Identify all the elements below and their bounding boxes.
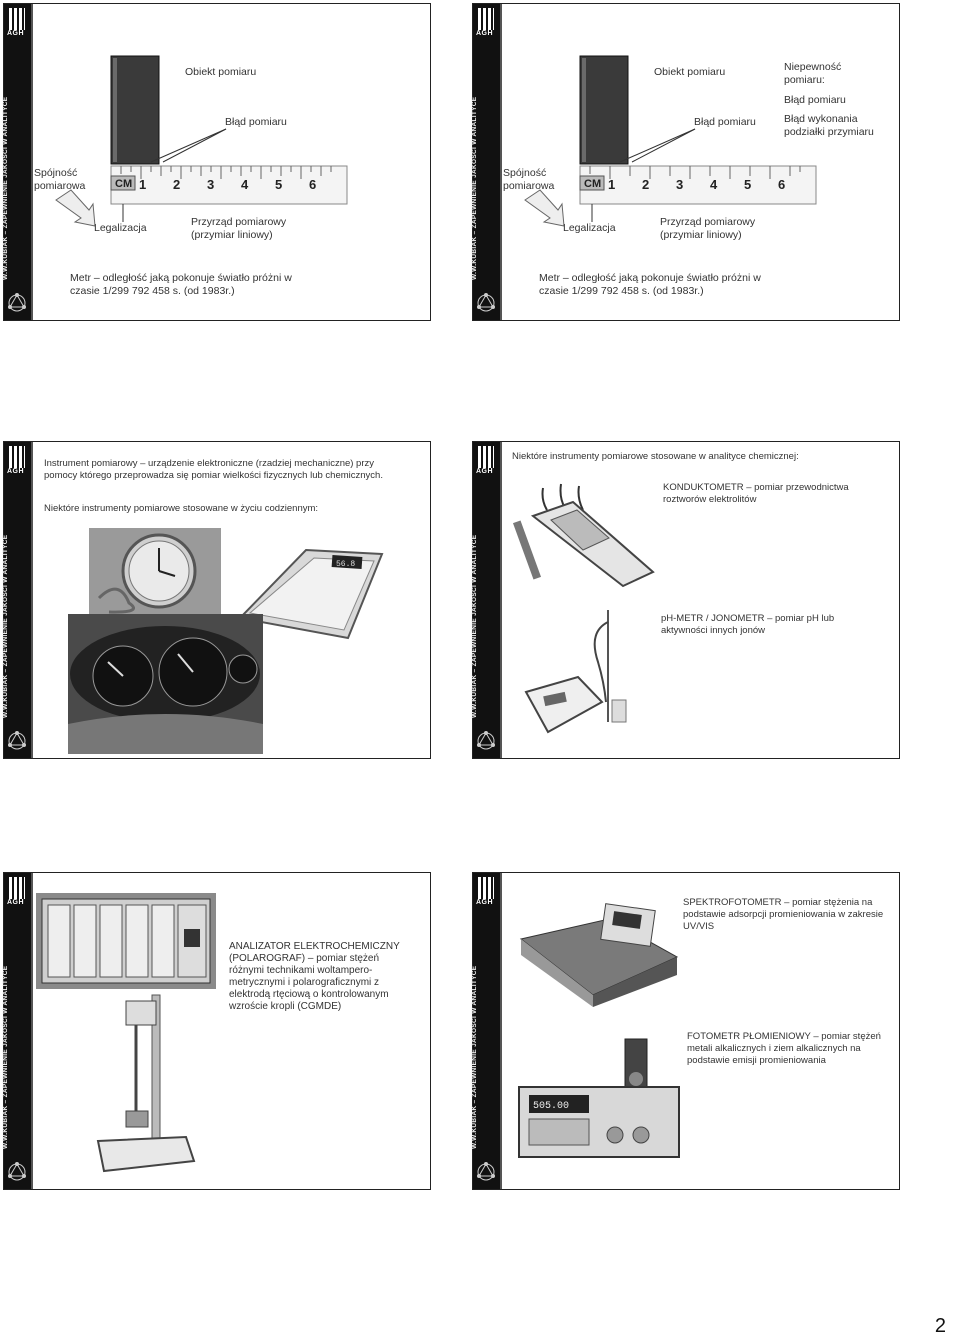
traceability-label: Spójność pomiarowa bbox=[34, 167, 86, 192]
photometer-display: 505.00 bbox=[533, 1101, 570, 1112]
ruler-unit: CM bbox=[115, 178, 133, 190]
ruler-tick-label: 2 bbox=[173, 177, 181, 192]
slide-sidebar bbox=[473, 442, 502, 758]
polarograph-caption: ANALIZATOR ELEKTROCHEMICZNY (POLAROGRAF) – pomiar stężeń różnymi technikami woltampero-metrycznymi i polarograficznymi z elektrodą rtęciową o kontrolowanym wzroście kropli (CGMDE) bbox=[229, 941, 400, 1012]
error-label: Błąd pomiaru bbox=[694, 116, 756, 128]
slide-4 bbox=[472, 441, 900, 759]
ruler-tick-label: 6 bbox=[778, 177, 786, 192]
uncertainty-heading: Niepewność pomiaru: bbox=[784, 61, 842, 86]
ph-meter-photo bbox=[518, 602, 658, 737]
traceability-label: Spójność pomiarowa bbox=[503, 167, 555, 192]
agh-logo: AGH bbox=[7, 877, 27, 911]
metre-definition: Metr – odległość jaką pokonuje światło próżni w czasie 1/299 792 458 s. (od 1983r.) bbox=[70, 272, 292, 297]
atom-emblem-icon bbox=[7, 1161, 27, 1183]
ph-meter-caption: pH-METR / JONOMETR – pomiar pH lub aktywności innych jonów bbox=[661, 613, 835, 636]
slide-sidebar bbox=[473, 4, 502, 320]
car-dashboard-photo bbox=[68, 614, 263, 754]
instrument-label: Przyrząd pomiarowy (przymiar liniowy) bbox=[660, 216, 756, 241]
spectrophotometer-caption: SPEKTROFOTOMETR – pomiar stężenia na podstawie adsorpcji promieniowania w zakresie UV/VIS bbox=[683, 897, 884, 932]
atom-emblem-icon bbox=[476, 292, 496, 314]
ruler-unit: CM bbox=[584, 178, 602, 190]
slide-5 bbox=[3, 872, 431, 1190]
legalization-label: Legalizacja bbox=[94, 222, 147, 234]
pocket-watch-photo bbox=[89, 528, 221, 614]
electrochemical-analyzer-photo bbox=[36, 893, 216, 989]
electrode-stand-photo bbox=[96, 991, 196, 1181]
slide-sidebar bbox=[4, 442, 33, 758]
sidebar-vertical-text: W.W.KUBIAK – ZAPEWNIENIE JAKOŚCI W ANALITYCE bbox=[471, 96, 478, 280]
slide-1 bbox=[3, 3, 431, 321]
ruler-tick-label: 4 bbox=[710, 177, 718, 192]
instrument-label: Przyrząd pomiarowy (przymiar liniowy) bbox=[191, 216, 287, 241]
object-label: Obiekt pomiaru bbox=[185, 66, 257, 78]
instrument-definition: Instrument pomiarowy – urządzenie elektroniczne (rzadziej mechaniczne) przy pomocy którego przeprowadza się pomiar wielkości fizycznych lub chemicznych. bbox=[44, 458, 383, 481]
ruler-tick-label: 6 bbox=[309, 177, 317, 192]
slide-2 bbox=[472, 3, 900, 321]
sidebar-vertical-text: W.W.KUBIAK – ZAPEWNIENIE JAKOŚCI W ANALITYCE bbox=[2, 534, 9, 718]
scale-display: 56.8 bbox=[336, 560, 356, 569]
ruler-tick-label: 3 bbox=[676, 177, 684, 192]
sidebar-vertical-text: W.W.KUBIAK – ZAPEWNIENIE JAKOŚCI W ANALITYCE bbox=[2, 965, 9, 1149]
flame-photometer-caption: FOTOMETR PŁOMIENIOWY – pomiar stężeń metali alkalicznych i ziem alkalicznych na podstawie emisji promieniowania bbox=[687, 1031, 881, 1066]
metre-definition: Metr – odległość jaką pokonuje światło próżni w czasie 1/299 792 458 s. (od 1983r.) bbox=[539, 272, 761, 297]
agh-logo: AGH bbox=[476, 8, 496, 42]
uncertainty-scale-item: Błąd wykonania podziałki przymiaru bbox=[784, 113, 874, 138]
slide-sidebar bbox=[4, 4, 33, 320]
agh-logo: AGH bbox=[7, 8, 27, 42]
sidebar-vertical-text: W.W.KUBIAK – ZAPEWNIENIE JAKOŚCI W ANALITYCE bbox=[2, 96, 9, 280]
ruler-tick-label: 1 bbox=[139, 177, 147, 192]
ruler-tick-label: 5 bbox=[275, 177, 283, 192]
error-label: Błąd pomiaru bbox=[225, 116, 287, 128]
atom-emblem-icon bbox=[7, 292, 27, 314]
slide-sidebar bbox=[4, 873, 33, 1189]
analytical-instruments-heading: Niektóre instrumenty pomiarowe stosowane w analityce chemicznej: bbox=[512, 451, 799, 462]
atom-emblem-icon bbox=[7, 730, 27, 752]
spectrophotometer-photo bbox=[513, 899, 683, 1009]
ruler-tick-label: 2 bbox=[642, 177, 650, 192]
ruler-tick-label: 4 bbox=[241, 177, 249, 192]
ruler-tick-label: 5 bbox=[744, 177, 752, 192]
ruler-tick-label: 3 bbox=[207, 177, 215, 192]
conductometer-caption: KONDUKTOMETR – pomiar przewodnictwa roztworów elektrolitów bbox=[663, 482, 849, 505]
object-label: Obiekt pomiaru bbox=[654, 66, 726, 78]
everyday-instruments-heading: Niektóre instrumenty pomiarowe stosowane w życiu codziennym: bbox=[44, 503, 319, 514]
agh-logo: AGH bbox=[476, 877, 496, 911]
ruler-tick-label: 1 bbox=[608, 177, 616, 192]
atom-emblem-icon bbox=[476, 1161, 496, 1183]
page-number: 2 bbox=[934, 1315, 946, 1337]
flame-photometer-photo bbox=[515, 1035, 685, 1185]
slide-6 bbox=[472, 872, 900, 1190]
legalization-label: Legalizacja bbox=[563, 222, 616, 234]
sidebar-vertical-text: W.W.KUBIAK – ZAPEWNIENIE JAKOŚCI W ANALITYCE bbox=[471, 965, 478, 1149]
uncertainty-error-item: Błąd pomiaru bbox=[784, 94, 846, 106]
sidebar-vertical-text: W.W.KUBIAK – ZAPEWNIENIE JAKOŚCI W ANALITYCE bbox=[471, 534, 478, 718]
agh-logo: AGH bbox=[7, 446, 27, 480]
atom-emblem-icon bbox=[476, 730, 496, 752]
agh-logo: AGH bbox=[476, 446, 496, 480]
slide-3 bbox=[3, 441, 431, 759]
conductometer-photo bbox=[513, 480, 663, 588]
slide-sidebar bbox=[473, 873, 502, 1189]
